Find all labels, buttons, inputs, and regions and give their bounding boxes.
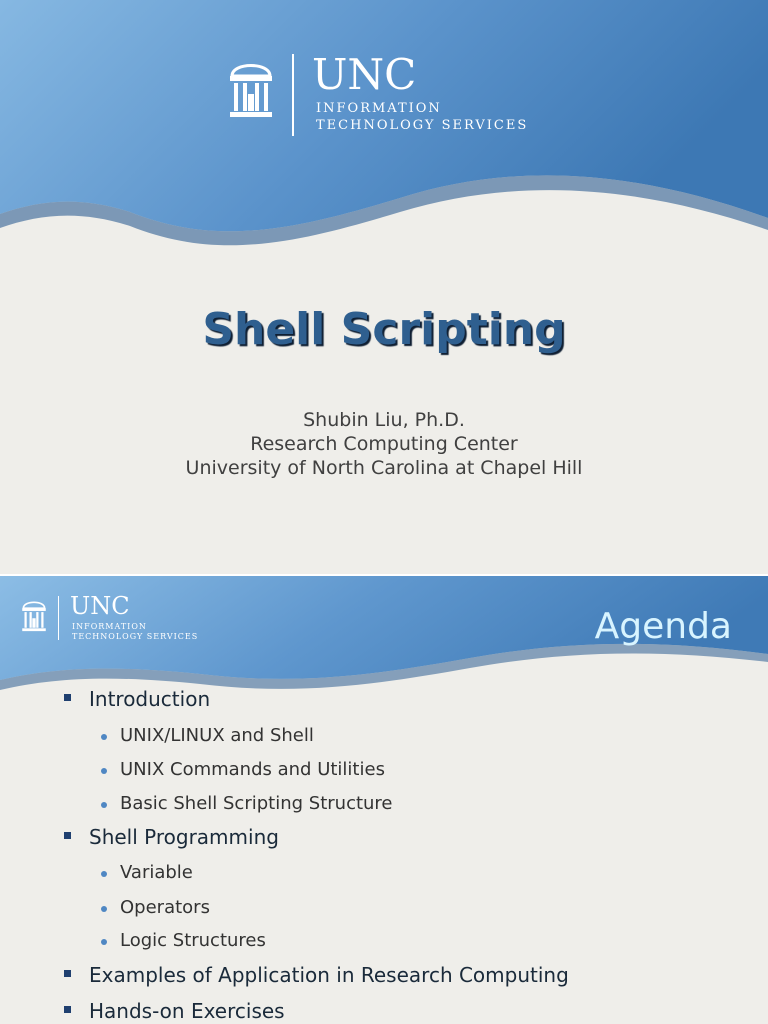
- agenda-item: Introduction: [89, 687, 211, 711]
- logo-divider: [292, 54, 294, 136]
- dot-bullet-icon: [101, 802, 107, 808]
- logo-line-1: INFORMATION: [72, 622, 147, 631]
- dot-bullet-icon: [101, 906, 107, 912]
- old-well-icon: [226, 58, 276, 122]
- square-bullet-icon: [64, 832, 71, 839]
- agenda-item: Hands-on Exercises: [89, 999, 285, 1023]
- square-bullet-icon: [64, 694, 71, 701]
- unc-its-logo: [226, 50, 546, 138]
- agenda-slide: [0, 576, 768, 1024]
- author-center: Research Computing Center: [250, 433, 518, 455]
- agenda-subitem: Variable: [120, 862, 193, 883]
- dot-bullet-icon: [101, 939, 107, 945]
- square-bullet-icon: [64, 970, 71, 977]
- agenda-item: Shell Programming: [89, 825, 279, 849]
- dot-bullet-icon: [101, 871, 107, 877]
- author-university: University of North Carolina at Chapel Hill: [185, 457, 583, 479]
- dot-bullet-icon: [101, 734, 107, 740]
- agenda-list: [0, 576, 768, 1024]
- agenda-subitem: UNIX/LINUX and Shell: [120, 725, 314, 746]
- logo-unc-text: UNC: [70, 592, 130, 620]
- author-name: Shubin Liu, Ph.D.: [303, 409, 465, 431]
- agenda-title: Agenda: [594, 606, 732, 647]
- agenda-subitem: UNIX Commands and Utilities: [120, 759, 385, 780]
- agenda-item: Examples of Application in Research Computing: [89, 963, 569, 987]
- dot-bullet-icon: [101, 768, 107, 774]
- agenda-subitem: Operators: [120, 897, 210, 918]
- logo-line-2: TECHNOLOGY SERVICES: [316, 118, 529, 133]
- slide-title: Shell Scripting: [202, 304, 566, 355]
- logo-unc-text: UNC: [312, 50, 417, 99]
- agenda-subitem: Basic Shell Scripting Structure: [120, 793, 393, 814]
- logo-line-1: INFORMATION: [316, 101, 442, 116]
- square-bullet-icon: [64, 1006, 71, 1013]
- agenda-subitem: Logic Structures: [120, 930, 266, 951]
- logo-line-2: TECHNOLOGY SERVICES: [72, 632, 199, 641]
